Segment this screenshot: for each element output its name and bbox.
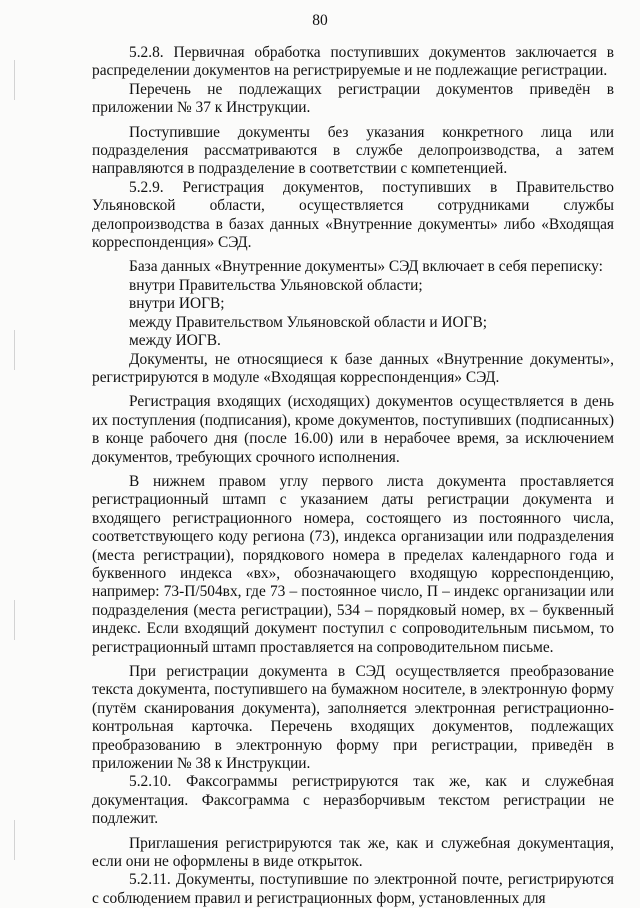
paragraph: Приглашения регистрируются так же, как и служебная документация, если они не оформлены в виде открыток. [92,834,614,871]
paragraph: Документы, не относящиеся к базе данных «Внутренние документы», регистрируются в модуле «Входящая корреспонденция» СЭД. [92,350,614,386]
margin-mark [14,60,15,100]
document-body [92,44,614,908]
paragraph: 5.2.8. Первичная обработка поступивших документов заключается в распределении документов на регистрируемые и не подлежащие регистрации. [92,44,614,80]
paragraph: 5.2.11. Документы, поступившие по электронной почте, регистрируются с соблюдением правил и регистрационных форм, установленных для [92,871,614,907]
paragraph: В нижнем правом углу первого листа документа проставляется регистрационный штамп с указанием даты регистрации документа и входящего регистрационного номера, состоящего из постоянного числа, соответствующего коду региона (73), индекса организации или подразделения (места регистрации), порядкового номера в пределах календарного года и буквенного индекса «вх», обозначающего входящую корреспонденцию, например: 73-П/504вх, где 73 – постоянное число, П – индекс организации или подразделения (места регистрации), 534 – порядковый номер, вх – буквенный индекс. Если входящий документ поступил с сопроводительным письмом, то регистрационный штамп проставляется на сопроводительном письме. [92,472,614,656]
paragraph: 5.2.10. Факсограммы регистрируются так же, как и служебная документация. Факсограмма с неразборчивым текстом регистрации не подлежит. [92,773,614,828]
paragraph: При регистрации документа в СЭД осуществляется преобразование текста документа, поступившего на бумажном носителе, в электронную форму (путём сканирования документа), заполняется электронная регистрационно-контрольная карточка. Перечень входящих документов, подлежащих преобразованию в электронную форму при регистрации, приведён в приложении № 38 к Инструкции. [92,663,614,773]
paragraph: Поступившие документы без указания конкретного лица или подразделения рассматриваются в службе делопроизводства, а затем направляются в подразделение в соответствии с компетенцией. [92,123,614,178]
list-item: между ИОГВ. [129,332,221,350]
page-number: 80 [312,12,328,29]
paragraph: Перечень не подлежащих регистрации документов приведён в приложении № 37 к Инструкции. [92,80,614,117]
paragraph: Регистрация входящих (исходящих) документов осуществляется в день их поступления (подписания), кроме документов, поступивших (подписанных) в конце рабочего дня (после 16.00) или в нерабочее время, за исключением документов, требующих срочного исполнения. [92,393,614,466]
list-item: между Правительством Ульяновской области и ИОГВ; [129,313,488,331]
list-item: внутри ИОГВ; [129,295,225,313]
margin-mark [14,600,15,640]
margin-mark [14,820,15,860]
paragraph: 5.2.9. Регистрация документов, поступивших в Правительство Ульяновской области, осуществляется сотрудниками службы делопроизводства в базах данных «Внутренние документы» либо «Входящая корреспонденция» СЭД. [92,178,614,252]
margin-mark [14,330,15,370]
list-item: внутри Правительства Ульяновской области; [129,276,423,294]
paragraph: База данных «Внутренние документы» СЭД включает в себя переписку: [129,258,603,276]
